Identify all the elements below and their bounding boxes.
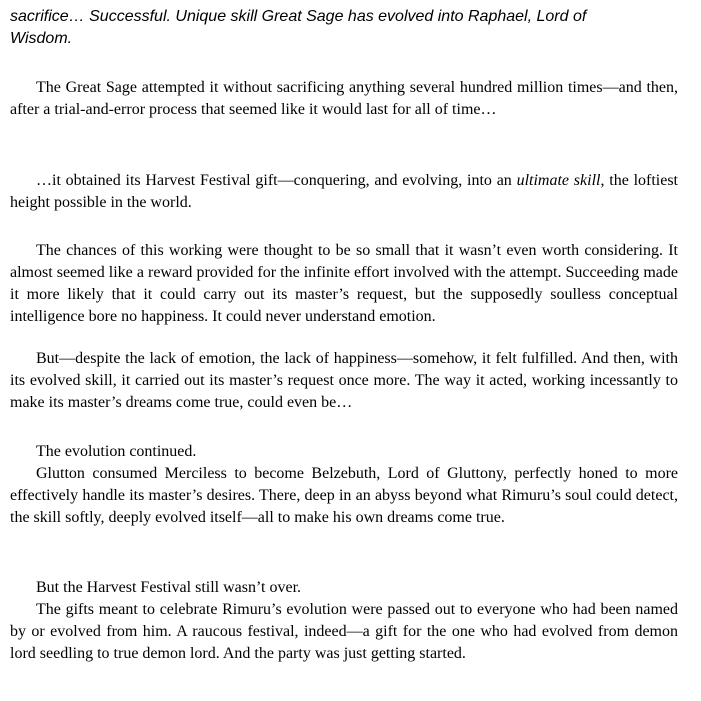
paragraph-gifts-celebrate: The gifts meant to celebrate Rimuru’s evolution were passed out to everyone who had been named by or evolved from him. A raucous festival, indeed—a gift for the one who had evolved from demon lord seedling to true demon lord. And the party was just getting started. (10, 601, 678, 662)
paragraph-glutton-belzebuth: Glutton consumed Merciless to become Belzebuth, Lord of Gluttony, perfectly honed to more effectively handle its master’s desires. There, deep in an abyss beyond what Rimuru’s soul could detect, the skill softly, deeply evolved itself—all to make his own dreams come true. (10, 465, 678, 526)
paragraph-chances: The chances of this working were thought to be so small that it wasn’t even worth considering. It almost seemed like a reward provided for the infinite effort involved with the attempt. Succeeding made it more likely that it could carry out its master’s request, but the supposedly soulless conceptual intelligence bore no happiness. It could never understand emotion. (10, 242, 678, 325)
italic-system-message-line-2: Wisdom. (10, 30, 73, 47)
paragraph-text: , the loftiest height possible in the world. (10, 172, 679, 211)
paragraph-text: …it obtained its Harvest Festival gift—conquering, and evolving, into an (36, 172, 517, 189)
paragraph-great-sage-attempt: The Great Sage attempted it without sacrificing anything several hundred million times—and then, after a trial-and-error process that seemed like it would last for all of time… (10, 79, 678, 118)
paragraph-harvest-festival-gift (10, 170, 678, 214)
paragraph-despite-emotion: But—despite the lack of emotion, the lack of happiness—somehow, it felt fulfilled. And then, with its evolved skill, it carried out its master’s request once more. The way it acted, working incessantly to make its master’s dreams come true, could even be… (10, 350, 678, 411)
paragraph-harvest-festival-not-over: But the Harvest Festival still wasn’t over. (36, 579, 302, 596)
emphasis-ultimate-skill: ultimate skill (516, 172, 601, 189)
paragraph-evolution-continued: The evolution continued. (36, 443, 197, 460)
italic-system-message-line-1: sacrifice… Successful. Unique skill Great Sage has evolved into Raphael, Lord of (10, 8, 587, 25)
